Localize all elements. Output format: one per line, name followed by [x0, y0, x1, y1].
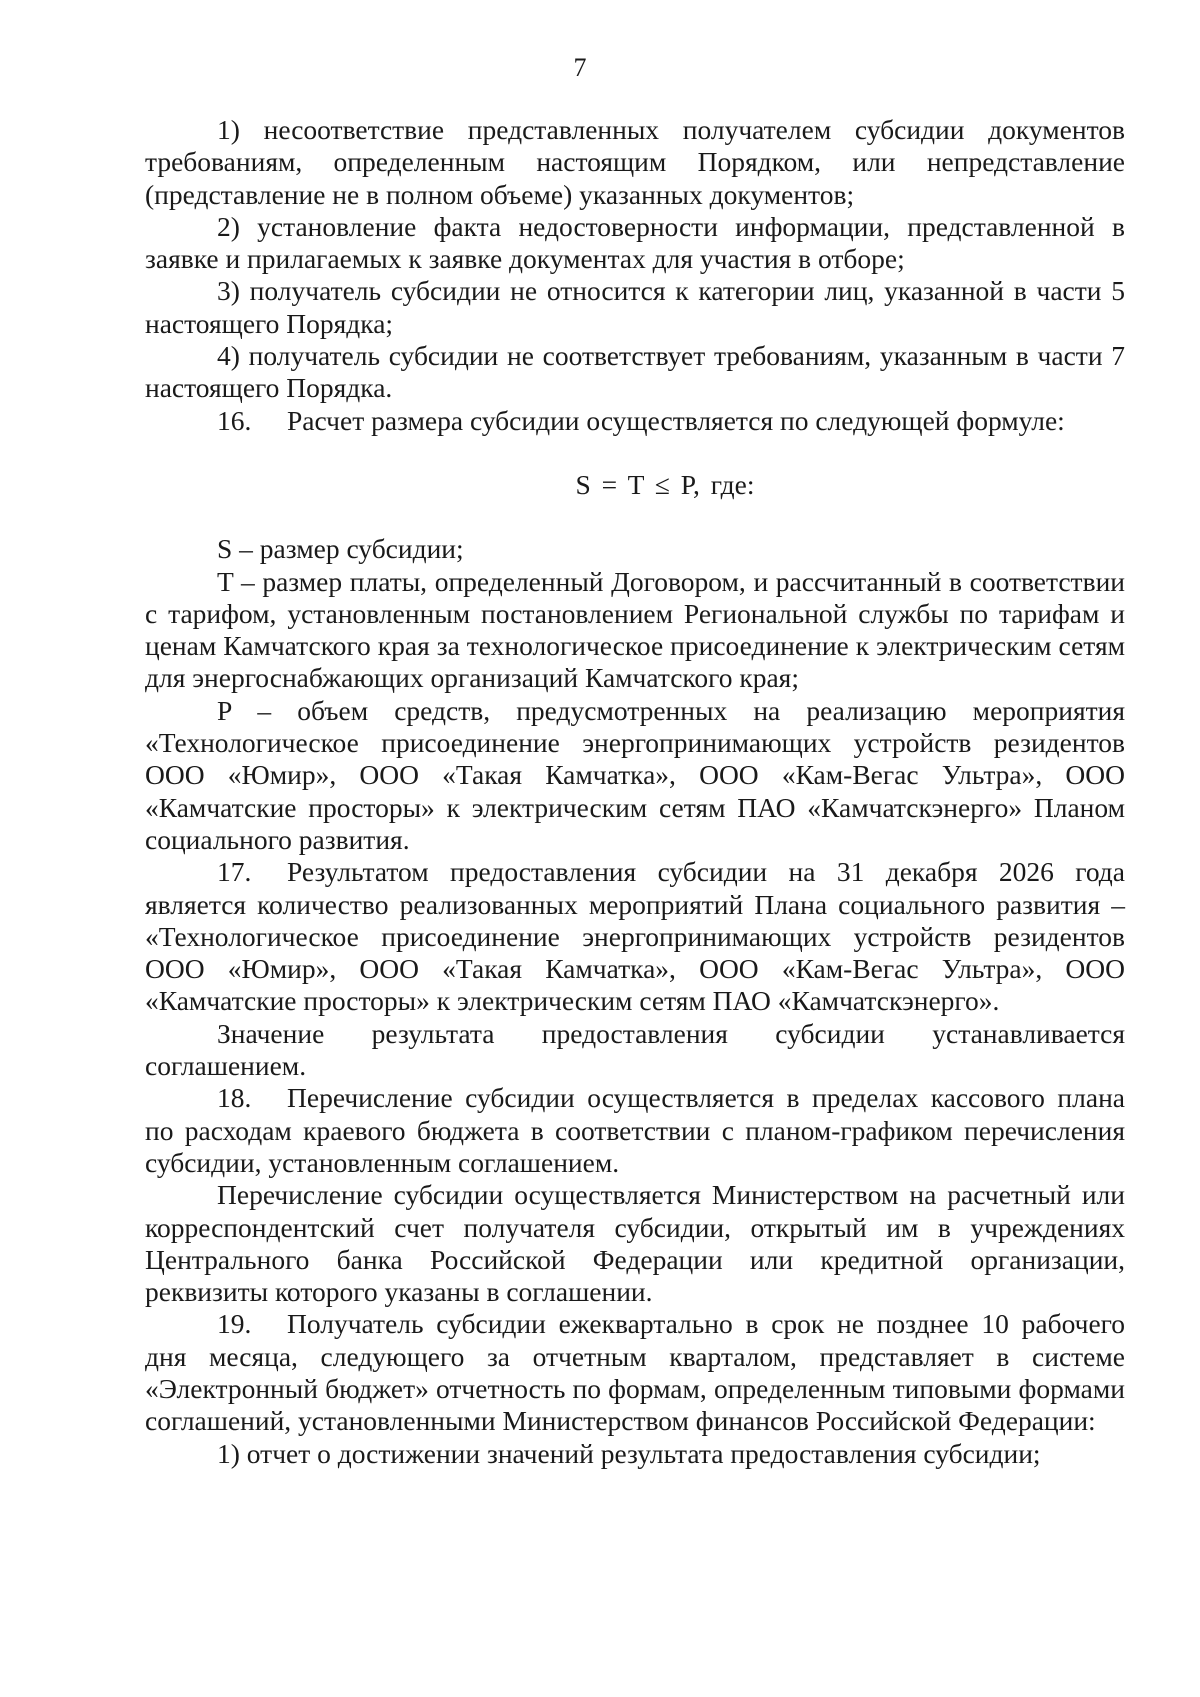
paragraph-16-number: 16.: [217, 404, 252, 436]
paragraph-18: [145, 1082, 1125, 1179]
paragraph-18-number: 18.: [217, 1082, 252, 1114]
paragraph-17: [145, 856, 1125, 1017]
document-body: [145, 114, 1125, 1470]
definition-s: S – размер субсидии;: [217, 533, 464, 565]
paragraph-17-text: Результатом предоставления субсидии на 31 декабря 2026 года является количество реализованных мероприятий Плана социального развития – «Технологическое присоединение энергопринимающих устройств резидентов ООО «Юмир», ООО «Такая Камчатка», ООО «Кам-Вегас Ультра», ООО «Камчатские просторы» к электрическим сетям ПАО «Камчатскэнерго».: [145, 856, 1125, 1017]
paragraph-16-text: Расчет размера субсидии осуществляется по следующей формуле:: [287, 404, 1065, 436]
paragraph-17-number: 17.: [217, 856, 252, 888]
paragraph-19: [145, 1308, 1125, 1437]
list-item-4: 4) получатель субсидии не соответствует требованиям, указанным в части 7 настоящего Порядка.: [145, 340, 1125, 404]
paragraph-19-item-1: 1) отчет о достижении значений результата предоставления субсидии;: [217, 1437, 1041, 1469]
paragraph-16: [145, 405, 1125, 437]
paragraph-19-text: Получатель субсидии ежеквартально в срок не позднее 10 рабочего дня месяца, следующего за отчетным кварталом, представляет в системе «Электронный бюджет» отчетность по формам, определенным типовыми формами соглашений, установленными Министерством финансов Российской Федерации:: [145, 1308, 1125, 1437]
list-item-2: 2) установление факта недостоверности информации, представленной в заявке и прилагаемых к заявке документах для участия в отборе;: [145, 210, 1125, 275]
page-number: 7: [573, 53, 587, 82]
definition-p: P – объем средств, предусмотренных на реализацию мероприятия «Технологическое присоединение энергопринимающих устройств резидентов ООО «Юмир», ООО «Такая Камчатка», ООО «Кам-Вегас Ультра», ООО «Камчатские просторы» к электрическим сетям ПАО «Камчатскэнерго» Планом социального развития.: [145, 694, 1125, 855]
paragraph-19-number: 19.: [217, 1308, 252, 1340]
list-item-1: 1) несоответствие представленных получателем субсидии документов требованиям, определенным настоящим Порядком, или непредставление (представление не в полном объеме) указанных документов;: [145, 114, 1125, 210]
paragraph-18-text: Перечисление субсидии осуществляется в пределах кассового плана по расходам краевого бюджета в соответствии с планом-графиком перечисления субсидии, установленным соглашением.: [145, 1082, 1125, 1178]
paragraph-17-result-value: Значение результата предоставления субсидии устанавливается соглашением.: [145, 1017, 1125, 1082]
paragraph-18-transfer: Перечисление субсидии осуществляется Министерством на расчетный или корреспондентский счет получателя субсидии, открытый им в учреждениях Центрального банка Российской Федерации или кредитной организации, реквизиты которого указаны в соглашении.: [145, 1179, 1125, 1308]
list-item-3: 3) получатель субсидии не относится к категории лиц, указанной в части 5 настоящего Порядка;: [145, 275, 1125, 339]
formula: S = T ≤ P, где:: [575, 468, 755, 500]
definition-t: T – размер платы, определенный Договором, и рассчитанный в соответствии с тарифом, установленным постановлением Региональной службы по тарифам и ценам Камчатского края за технологическое присоединение к электрическим сетям для энергоснабжающих организаций Камчатского края;: [145, 565, 1125, 694]
